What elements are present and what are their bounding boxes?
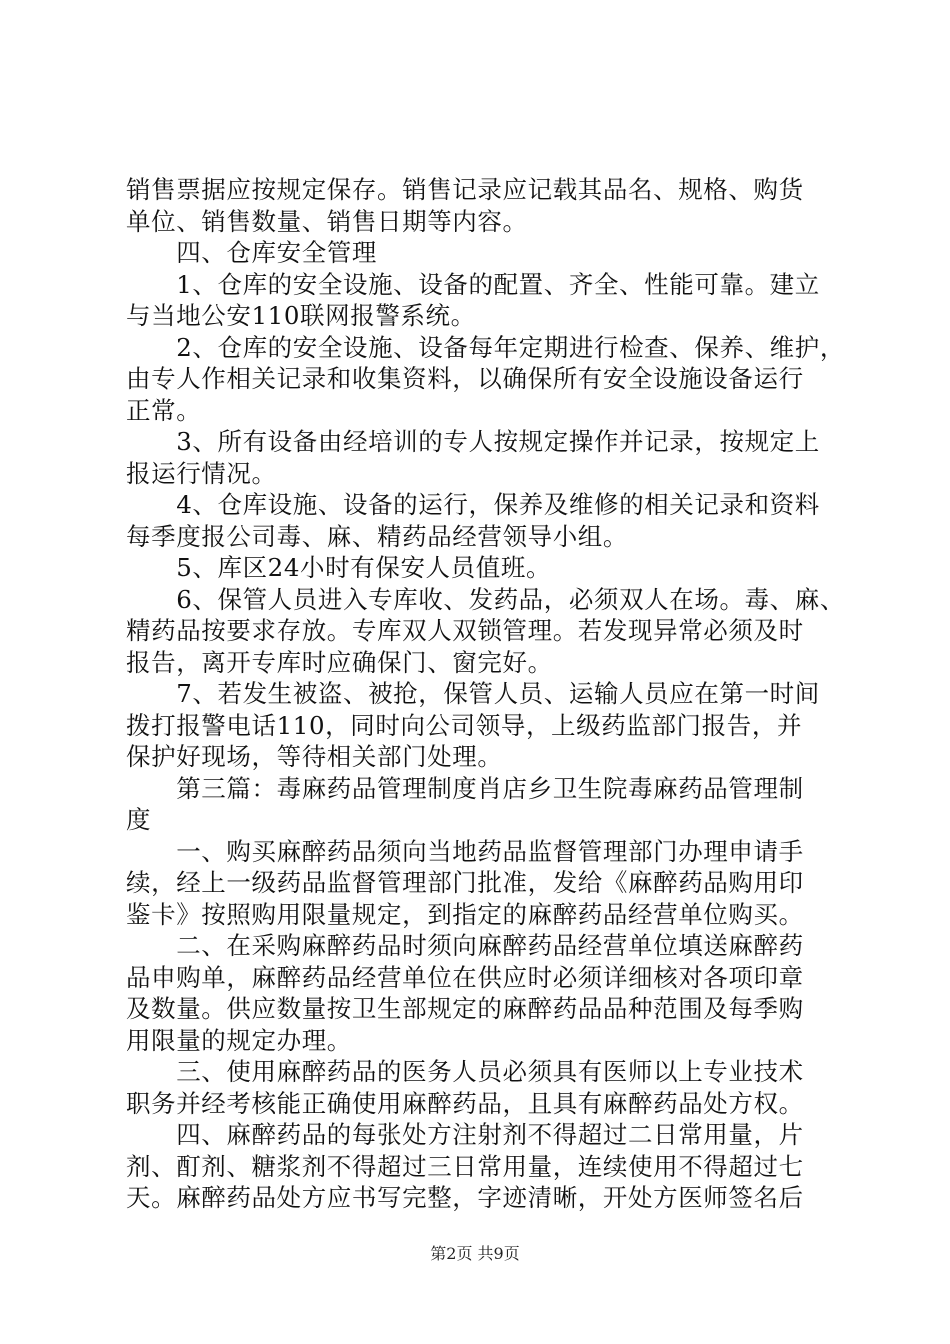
text-line: 销售票据应按规定保存。销售记录应记载其品名、规格、购货 (126, 175, 804, 204)
text-line: 天。麻醉药品处方应书写完整，字迹清晰，开处方医师签名后 (126, 1183, 804, 1212)
page-footer: 第2页 共9页 (430, 1244, 520, 1263)
document-body (126, 174, 845, 1214)
text-line: 用限量的规定办理。 (126, 1025, 352, 1055)
text-line: 7、若发生被盗、被抢，保管人员、运输人员应在第一时间 (126, 679, 820, 708)
text-line: 5、库区24小时有保安人员值班。 (126, 553, 552, 582)
text-line: 报运行情况。 (126, 458, 277, 488)
text-line: 职务并经考核能正确使用麻醉药品，且具有麻醉药品处方权。 (126, 1088, 804, 1118)
text-line: 2、仓库的安全设施、设备每年定期进行检查、保养、维护， (126, 332, 845, 362)
text-line: 鉴卡》按照购用限量规定，到指定的麻醉药品经营单位购买。 (126, 899, 804, 929)
text-line: 度 (126, 805, 152, 834)
text-line: 正常。 (126, 395, 202, 425)
text-line: 每季度报公司毒、麻、精药品经营领导小组。 (126, 521, 628, 551)
text-line: 及数量。供应数量按卫生部规定的麻醉药品品种范围及每季购 (126, 994, 804, 1023)
text-line: 报告，离开专库时应确保门、窗完好。 (126, 647, 553, 677)
text-line: 剂、酊剂、糖浆剂不得超过三日常用量，连续使用不得超过七 (126, 1151, 804, 1181)
text-line: 6、保管人员进入专库收、发药品，必须双人在场。毒、麻、 (126, 584, 845, 614)
text-line: 二、在采购麻醉药品时须向麻醉药品经营单位填送麻醉药 (126, 931, 804, 960)
text-line: 四、仓库安全管理 (126, 238, 377, 267)
text-line: 由专人作相关记录和收集资料，以确保所有安全设施设备运行 (126, 364, 804, 393)
text-line: 拨打报警电话110，同时向公司领导，上级药监部门报告，并 (126, 710, 803, 740)
text-line: 保护好现场，等待相关部门处理。 (126, 742, 503, 771)
text-line: 续，经上一级药品监督管理部门批准，发给《麻醉药品购用印 (126, 868, 804, 897)
text-line: 精药品按要求存放。专库双人双锁管理。若发现异常必须及时 (126, 616, 804, 645)
text-line: 品申购单，麻醉药品经营单位在供应时必须详细核对各项印章 (126, 962, 804, 992)
text-line: 第三篇：毒麻药品管理制度肖店乡卫生院毒麻药品管理制 (126, 773, 804, 803)
text-line: 四、麻醉药品的每张处方注射剂不得超过二日常用量，片 (126, 1120, 804, 1149)
text-line: 单位、销售数量、销售日期等内容。 (126, 206, 528, 236)
text-line: 4、仓库设施、设备的运行，保养及维修的相关记录和资料 (126, 490, 820, 519)
text-line: 与当地公安110联网报警系统。 (126, 301, 476, 330)
text-line: 三、使用麻醉药品的医务人员必须具有医师以上专业技术 (126, 1057, 804, 1086)
text-line: 一、购买麻醉药品须向当地药品监督管理部门办理申请手 (126, 836, 804, 866)
text-line: 3、所有设备由经培训的专人按规定操作并记录，按规定上 (126, 427, 820, 456)
text-line: 1、仓库的安全设施、设备的配置、齐全、性能可靠。建立 (126, 269, 820, 299)
